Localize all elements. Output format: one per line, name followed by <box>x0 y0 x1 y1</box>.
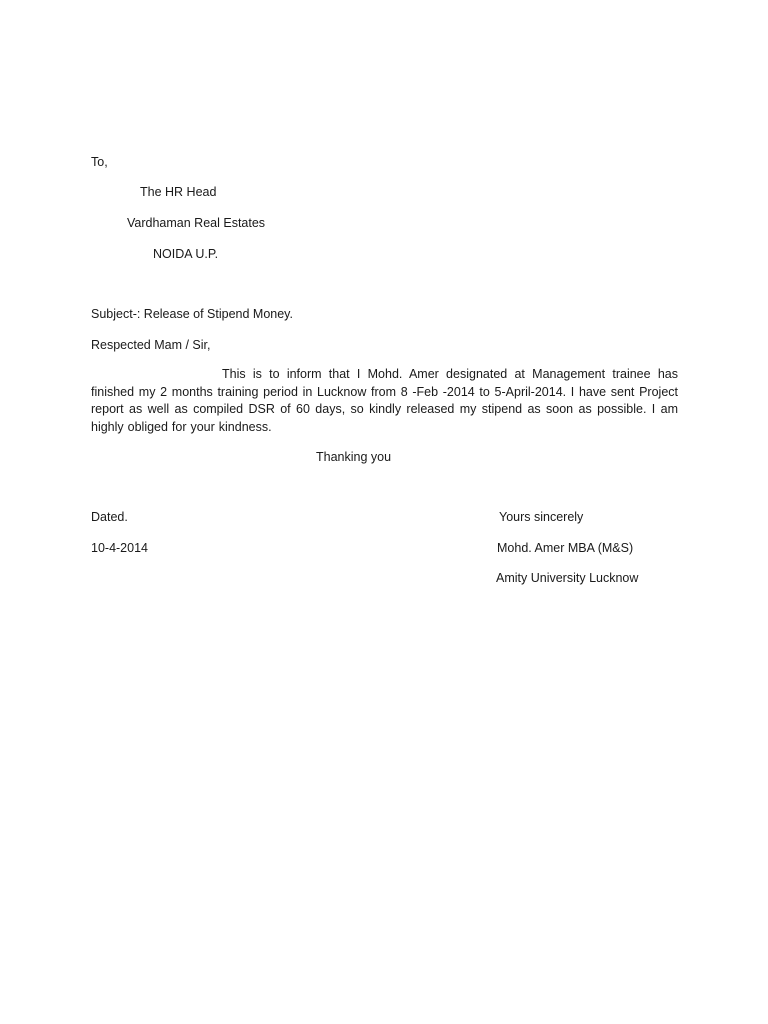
subject-line: Subject-: Release of Stipend Money. <box>91 307 293 321</box>
recipient-location: NOIDA U.P. <box>153 247 219 261</box>
body-paragraph: This is to inform that I Mohd. Amer designated at Management trainee has finished my 2 months training period in Lucknow from 8 -Feb -2014 to 5-April-2014. I have sent Project report as well as compiled DSR of 60 days, so kindly released my stipend as soon as possible. I am highly obliged for your kindness. <box>91 367 678 434</box>
salutation-to: To, <box>91 155 108 169</box>
greeting: Respected Mam / Sir, <box>91 338 211 352</box>
sender-name: Mohd. Amer MBA (M&S) <box>497 541 634 555</box>
recipient-company: Vardhaman Real Estates <box>127 216 266 230</box>
closing-line: Yours sincerely <box>499 510 584 524</box>
dated-label: Dated. <box>91 510 128 524</box>
thanks-line: Thanking you <box>316 450 392 464</box>
recipient-title: The HR Head <box>140 185 217 199</box>
sender-org: Amity University Lucknow <box>496 571 639 585</box>
letter-date: 10-4-2014 <box>91 541 148 555</box>
